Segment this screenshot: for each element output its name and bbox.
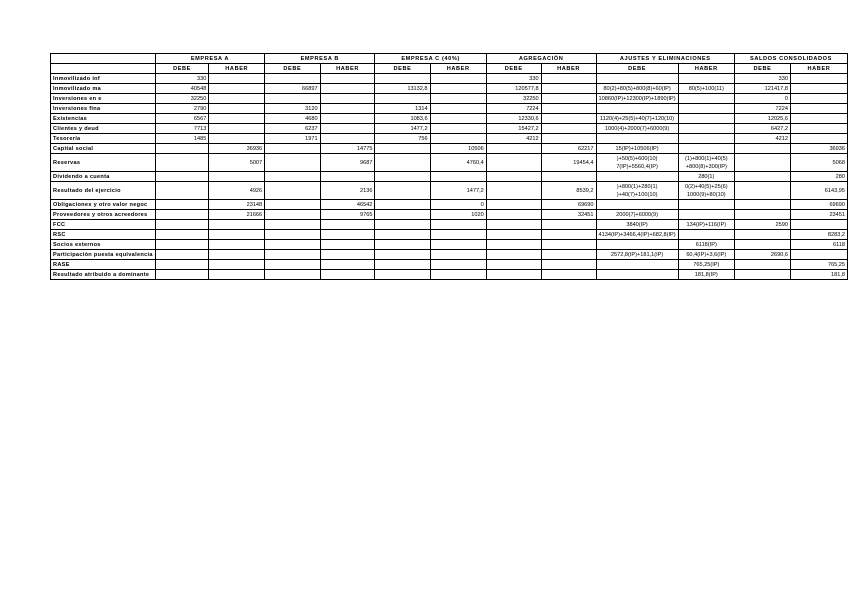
table-cell: )+50(5)+600(10) 7(IP)+5560,4(IP) (596, 154, 678, 172)
table-cell (734, 230, 790, 240)
table-cell: 7224 (734, 104, 790, 114)
table-cell (209, 270, 265, 280)
table-cell (541, 172, 596, 182)
table-cell: 80(5)+100(11) (678, 84, 734, 94)
table-cell (790, 250, 847, 260)
table-cell: 23148 (209, 200, 265, 210)
table-cell (486, 230, 541, 240)
table-cell: 0 (734, 94, 790, 104)
row-label: Inmovilizado ma (51, 84, 156, 94)
table-cell (678, 134, 734, 144)
table-cell (486, 172, 541, 182)
table-cell: 6143,95 (790, 182, 847, 200)
row-label: Resultado del ejercicio (51, 182, 156, 200)
table-cell: 765,25(IP) (678, 260, 734, 270)
table-cell (790, 94, 847, 104)
table-cell (265, 172, 320, 182)
table-cell (430, 114, 486, 124)
table-cell (596, 270, 678, 280)
table-cell (375, 144, 430, 154)
table-cell (430, 240, 486, 250)
table-row (51, 210, 848, 220)
table-cell: 5068 (790, 154, 847, 172)
table-cell (209, 250, 265, 260)
table-cell (678, 94, 734, 104)
table-row (51, 230, 848, 240)
table-cell (430, 74, 486, 84)
table-cell (596, 240, 678, 250)
table-cell (375, 200, 430, 210)
table-cell: 32451 (541, 210, 596, 220)
table-cell: 121417,8 (734, 84, 790, 94)
table-cell (430, 134, 486, 144)
subheader-debe: DEBE (734, 64, 790, 74)
table-cell (541, 114, 596, 124)
table-cell (155, 144, 209, 154)
table-cell (486, 210, 541, 220)
table-cell (678, 200, 734, 210)
row-label: Tesorería (51, 134, 156, 144)
table-cell: 1314 (375, 104, 430, 114)
table-cell: 13132,8 (375, 84, 430, 94)
table-cell (430, 270, 486, 280)
row-label: Reservas (51, 154, 156, 172)
row-label: Capital social (51, 144, 156, 154)
table-cell: 280(1) (678, 172, 734, 182)
table-cell (541, 84, 596, 94)
table-cell (155, 172, 209, 182)
table-cell (209, 104, 265, 114)
table-cell: 69690 (790, 200, 847, 210)
table-cell: 3840(IP) (596, 220, 678, 230)
table-cell (790, 104, 847, 114)
subheader-debe: DEBE (265, 64, 320, 74)
table-cell (678, 104, 734, 114)
table-cell: 8539,2 (541, 182, 596, 200)
table-cell (430, 250, 486, 260)
subheader-haber: HABER (678, 64, 734, 74)
row-label: Proveedores y otros acreedores (51, 210, 156, 220)
table-cell (265, 250, 320, 260)
table-row (51, 94, 848, 104)
table-cell (734, 172, 790, 182)
table-row (51, 200, 848, 210)
table-cell: (1)+800(1)+40(5) +800(8)+300(IP) (678, 154, 734, 172)
row-label: Resultado atribuido a dominante (51, 270, 156, 280)
group-header-ajustes: AJUSTES Y ELIMINACIONES (596, 54, 734, 64)
subheader-haber: HABER (790, 64, 847, 74)
table-cell: 36936 (790, 144, 847, 154)
table-cell (265, 154, 320, 172)
table-cell (209, 74, 265, 84)
table-cell (430, 94, 486, 104)
table-row (51, 240, 848, 250)
table-cell: 6118 (790, 240, 847, 250)
table-cell (155, 240, 209, 250)
table-cell (541, 74, 596, 84)
table-cell (734, 200, 790, 210)
table-cell: 12330,6 (486, 114, 541, 124)
row-label: Socios externos (51, 240, 156, 250)
table-cell (541, 240, 596, 250)
row-label: Obligaciones y otro valor negoc (51, 200, 156, 210)
table-cell (678, 210, 734, 220)
row-label: FCC (51, 220, 156, 230)
table-cell (596, 74, 678, 84)
table-row (51, 182, 848, 200)
table-cell: 5007 (209, 154, 265, 172)
table-row (51, 84, 848, 94)
consolidation-table (50, 53, 848, 280)
table-cell (430, 104, 486, 114)
table-body (51, 74, 848, 280)
table-cell (320, 220, 375, 230)
table-cell (209, 172, 265, 182)
table-cell (375, 74, 430, 84)
table-cell (320, 104, 375, 114)
row-label: Participación puesta equivalencia (51, 250, 156, 260)
table-cell (790, 124, 847, 134)
table-cell (734, 270, 790, 280)
table-cell: 21666 (209, 210, 265, 220)
table-cell (375, 240, 430, 250)
table-cell: 1485 (155, 134, 209, 144)
subheader-debe: DEBE (486, 64, 541, 74)
table-cell: 1020 (430, 210, 486, 220)
group-header-empresa-c: EMPRESA C (40%) (375, 54, 486, 64)
table-cell: 10506 (430, 144, 486, 154)
table-header (51, 54, 848, 74)
subheader-haber: HABER (541, 64, 596, 74)
table-cell (155, 182, 209, 200)
table-cell: 14775 (320, 144, 375, 154)
table-cell (265, 260, 320, 270)
table-cell: 2690,6 (734, 250, 790, 260)
table-cell (375, 270, 430, 280)
table-cell (209, 84, 265, 94)
subheader-debe: DEBE (375, 64, 430, 74)
table-cell (375, 154, 430, 172)
table-cell (678, 114, 734, 124)
table-cell (430, 260, 486, 270)
table-cell (265, 74, 320, 84)
table-row (51, 114, 848, 124)
table-cell: 330 (155, 74, 209, 84)
table-cell (486, 260, 541, 270)
table-cell (375, 260, 430, 270)
table-cell (596, 134, 678, 144)
table-cell: 46542 (320, 200, 375, 210)
group-header-saldos: SALDOS CONSOLIDADOS (734, 54, 847, 64)
header-sub-row (51, 64, 848, 74)
table-cell: 1000(4)+2000(7)+6000(9) (596, 124, 678, 134)
table-cell: 62217 (541, 144, 596, 154)
table-cell: 60,4(IP)+3,6(IP) (678, 250, 734, 260)
table-cell: 765,25 (790, 260, 847, 270)
table-cell (265, 182, 320, 200)
table-cell: 7224 (486, 104, 541, 114)
table-cell (209, 134, 265, 144)
table-cell (596, 172, 678, 182)
table-cell: 756 (375, 134, 430, 144)
table-cell (541, 230, 596, 240)
table-cell (734, 182, 790, 200)
table-cell (209, 124, 265, 134)
table-cell (486, 144, 541, 154)
table-cell: 1120(4)+25(5)+40(7)+120(10) (596, 114, 678, 124)
table-cell (486, 182, 541, 200)
table-cell (375, 250, 430, 260)
table-cell (155, 270, 209, 280)
table-cell (375, 210, 430, 220)
table-cell (265, 240, 320, 250)
table-cell (541, 124, 596, 134)
table-cell (209, 260, 265, 270)
table-cell (734, 154, 790, 172)
table-cell (320, 230, 375, 240)
table-cell: 4926 (209, 182, 265, 200)
table-cell (155, 250, 209, 260)
header-group-row (51, 54, 848, 64)
row-label: Dividendo a cuenta (51, 172, 156, 182)
table-cell: 6567 (155, 114, 209, 124)
subheader-debe: DEBE (596, 64, 678, 74)
table-row (51, 270, 848, 280)
table-cell (486, 240, 541, 250)
table-cell (596, 104, 678, 114)
table-cell: 2000(7)+6000(9) (596, 210, 678, 220)
subheader-debe: DEBE (155, 64, 209, 74)
table-cell (734, 240, 790, 250)
table-row (51, 154, 848, 172)
table-cell: 0 (430, 200, 486, 210)
table-cell: 4134(IP)+3466,4(IP)+682,8(IP) (596, 230, 678, 240)
table-cell (375, 172, 430, 182)
table-row (51, 124, 848, 134)
table-cell: 7713 (155, 124, 209, 134)
table-cell (541, 220, 596, 230)
table-cell: 9765 (320, 210, 375, 220)
table-cell (790, 220, 847, 230)
table-cell: 12025,6 (734, 114, 790, 124)
table-cell: )+800(1)+280(1) )+40(7)+100(10) (596, 182, 678, 200)
table-cell: 6118(IP) (678, 240, 734, 250)
table-cell (678, 74, 734, 84)
table-cell (209, 94, 265, 104)
group-header-empresa-b: EMPRESA B (265, 54, 375, 64)
table-cell: 10860(IP)+12300(IP)+1890(IP) (596, 94, 678, 104)
table-cell (734, 144, 790, 154)
table-row (51, 104, 848, 114)
table-cell (320, 250, 375, 260)
table-row (51, 250, 848, 260)
table-cell: 2590 (734, 220, 790, 230)
table-cell (541, 94, 596, 104)
table-cell (155, 154, 209, 172)
table-cell (541, 250, 596, 260)
table-cell (320, 270, 375, 280)
table-cell: 181,8(IP) (678, 270, 734, 280)
table-cell (155, 230, 209, 240)
table-cell: 15427,2 (486, 124, 541, 134)
table-cell: 40548 (155, 84, 209, 94)
table-cell (430, 230, 486, 240)
table-row (51, 144, 848, 154)
table-cell (541, 134, 596, 144)
table-cell (320, 240, 375, 250)
table-cell: 181,8 (790, 270, 847, 280)
table-cell (790, 74, 847, 84)
group-header-empresa-a: EMPRESA A (155, 54, 264, 64)
table-cell: 280 (790, 172, 847, 182)
table-cell (320, 134, 375, 144)
table-cell (541, 104, 596, 114)
row-label: Inversiones en e (51, 94, 156, 104)
table-cell (375, 220, 430, 230)
table-cell (265, 270, 320, 280)
table-cell (430, 172, 486, 182)
table-cell: 4760,4 (430, 154, 486, 172)
table-cell: 19454,4 (541, 154, 596, 172)
table-cell (320, 114, 375, 124)
table-row (51, 172, 848, 182)
table-cell: 1971 (265, 134, 320, 144)
table-cell (320, 94, 375, 104)
table-row (51, 220, 848, 230)
table-cell (265, 220, 320, 230)
row-label: RSC (51, 230, 156, 240)
table-cell (678, 124, 734, 134)
table-cell (486, 200, 541, 210)
table-row (51, 260, 848, 270)
table-cell (790, 134, 847, 144)
table-cell: 0(2)+40(5)+25(6) 1000(9)+80(10) (678, 182, 734, 200)
table-cell (541, 270, 596, 280)
subheader-haber: HABER (320, 64, 375, 74)
table-cell (790, 114, 847, 124)
subheader-haber: HABER (209, 64, 265, 74)
table-cell (320, 74, 375, 84)
table-cell (790, 84, 847, 94)
table-cell (265, 94, 320, 104)
table-cell: 2136 (320, 182, 375, 200)
table-cell (375, 94, 430, 104)
table-cell (734, 210, 790, 220)
table-cell (320, 124, 375, 134)
table-cell (155, 260, 209, 270)
subheader-haber: HABER (430, 64, 486, 74)
table-cell (486, 270, 541, 280)
table-cell (486, 220, 541, 230)
row-label: Inversiones fina (51, 104, 156, 114)
table-cell (265, 144, 320, 154)
table-row (51, 134, 848, 144)
table-cell (734, 260, 790, 270)
table-cell: 1083,6 (375, 114, 430, 124)
corner-cell (51, 64, 156, 74)
table-cell (678, 230, 734, 240)
table-cell (320, 260, 375, 270)
table-cell: 6427,2 (734, 124, 790, 134)
table-cell: 134(IP)+116(IP) (678, 220, 734, 230)
table-cell: 66897 (265, 84, 320, 94)
table-cell (265, 230, 320, 240)
table-cell (155, 220, 209, 230)
table-cell: 120577,8 (486, 84, 541, 94)
table-cell (430, 84, 486, 94)
table-cell (430, 124, 486, 134)
table-cell (486, 154, 541, 172)
table-cell: 36936 (209, 144, 265, 154)
table-cell: 4212 (486, 134, 541, 144)
table-cell (430, 220, 486, 230)
group-header-agregacion: AGREGACIÓN (486, 54, 596, 64)
table-cell (375, 230, 430, 240)
table-cell: 32250 (486, 94, 541, 104)
table-row (51, 74, 848, 84)
table-cell: 2790 (155, 104, 209, 114)
table-cell (155, 200, 209, 210)
table-cell (541, 260, 596, 270)
table-cell (209, 230, 265, 240)
table-cell (209, 220, 265, 230)
corner-cell (51, 54, 156, 64)
table-cell (155, 210, 209, 220)
table-cell (265, 210, 320, 220)
table-cell: 4212 (734, 134, 790, 144)
table-cell (265, 200, 320, 210)
table-cell: 4680 (265, 114, 320, 124)
table-cell (486, 250, 541, 260)
table-cell: 330 (734, 74, 790, 84)
row-label: RASE (51, 260, 156, 270)
table-cell (209, 114, 265, 124)
table-cell: 6237 (265, 124, 320, 134)
table-cell (375, 182, 430, 200)
table-cell: 2572,8(IP)+181,1(IP) (596, 250, 678, 260)
row-label: Existencias (51, 114, 156, 124)
table-cell: 8283,2 (790, 230, 847, 240)
row-label: Clientes y deud (51, 124, 156, 134)
table-cell (678, 144, 734, 154)
row-label: Inmovilizado inf (51, 74, 156, 84)
table-cell: 330 (486, 74, 541, 84)
table-cell (320, 84, 375, 94)
table-cell: 80(2)+80(5)+800(8)+60(IP) (596, 84, 678, 94)
table-cell: 1477,2 (430, 182, 486, 200)
table-cell: 69690 (541, 200, 596, 210)
table-cell: 23451 (790, 210, 847, 220)
table-cell (596, 260, 678, 270)
table-cell (596, 200, 678, 210)
table-cell: 32250 (155, 94, 209, 104)
table-cell: 3120 (265, 104, 320, 114)
table-cell (320, 172, 375, 182)
table-cell: 15(IP)+10506(IP) (596, 144, 678, 154)
table-cell: 9687 (320, 154, 375, 172)
table-cell (209, 240, 265, 250)
table-cell: 1477,2 (375, 124, 430, 134)
